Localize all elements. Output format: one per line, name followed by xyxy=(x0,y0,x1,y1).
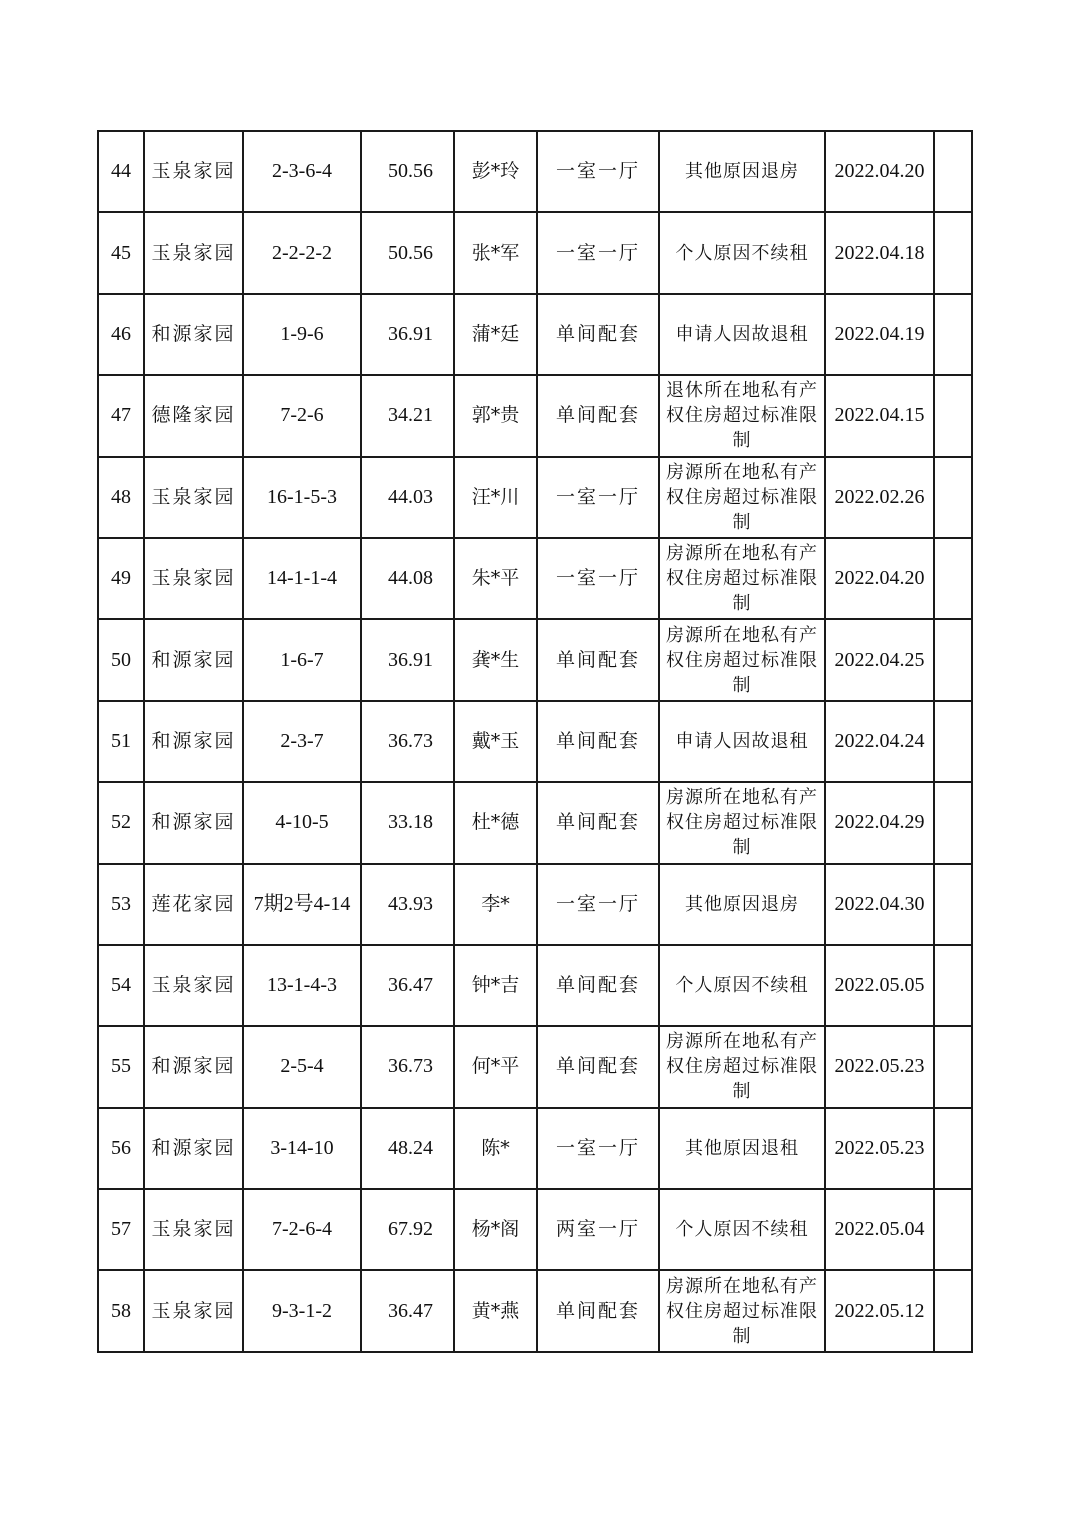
cell-unit: 7-2-6-4 xyxy=(243,1189,361,1270)
cell-estate: 玉泉家园 xyxy=(144,131,243,212)
cell-note xyxy=(934,212,972,293)
table-row xyxy=(98,375,972,456)
cell-area: 36.73 xyxy=(361,1026,454,1107)
cell-room-type: 单间配套 xyxy=(537,619,659,700)
cell-area: 50.56 xyxy=(361,212,454,293)
cell-estate: 玉泉家园 xyxy=(144,945,243,1026)
cell-index: 47 xyxy=(98,375,144,456)
cell-tenant-name: 蒲*廷 xyxy=(454,294,537,375)
cell-area: 33.18 xyxy=(361,782,454,863)
cell-tenant-name: 郭*贵 xyxy=(454,375,537,456)
cell-tenant-name: 李* xyxy=(454,864,537,945)
cell-unit: 2-3-7 xyxy=(243,701,361,782)
cell-area: 34.21 xyxy=(361,375,454,456)
cell-exit-reason: 个人原因不续租 xyxy=(659,945,825,1026)
cell-estate: 莲花家园 xyxy=(144,864,243,945)
cell-exit-reason: 房源所在地私有产权住房超过标准限制 xyxy=(659,1270,825,1351)
cell-note xyxy=(934,782,972,863)
cell-tenant-name: 龚*生 xyxy=(454,619,537,700)
cell-index: 58 xyxy=(98,1270,144,1351)
cell-exit-reason: 其他原因退房 xyxy=(659,131,825,212)
cell-index: 45 xyxy=(98,212,144,293)
cell-note xyxy=(934,457,972,538)
cell-estate: 玉泉家园 xyxy=(144,538,243,619)
cell-note xyxy=(934,1270,972,1351)
cell-room-type: 一室一厅 xyxy=(537,131,659,212)
cell-unit: 2-2-2-2 xyxy=(243,212,361,293)
cell-index: 46 xyxy=(98,294,144,375)
cell-estate: 和源家园 xyxy=(144,619,243,700)
cell-exit-reason: 其他原因退租 xyxy=(659,1108,825,1189)
cell-unit: 14-1-1-4 xyxy=(243,538,361,619)
cell-area: 36.47 xyxy=(361,1270,454,1351)
cell-index: 50 xyxy=(98,619,144,700)
table-row xyxy=(98,782,972,863)
table-row xyxy=(98,1108,972,1189)
cell-room-type: 单间配套 xyxy=(537,375,659,456)
cell-tenant-name: 汪*川 xyxy=(454,457,537,538)
cell-index: 53 xyxy=(98,864,144,945)
cell-exit-date: 2022.04.20 xyxy=(825,538,934,619)
table-row xyxy=(98,457,972,538)
cell-unit: 13-1-4-3 xyxy=(243,945,361,1026)
cell-estate: 玉泉家园 xyxy=(144,212,243,293)
table-row xyxy=(98,619,972,700)
cell-estate: 和源家园 xyxy=(144,701,243,782)
cell-exit-date: 2022.04.30 xyxy=(825,864,934,945)
cell-tenant-name: 何*平 xyxy=(454,1026,537,1107)
cell-estate: 玉泉家园 xyxy=(144,1270,243,1351)
housing-exit-table xyxy=(97,130,973,1353)
cell-index: 51 xyxy=(98,701,144,782)
cell-area: 67.92 xyxy=(361,1189,454,1270)
cell-estate: 和源家园 xyxy=(144,1026,243,1107)
cell-estate: 和源家园 xyxy=(144,294,243,375)
cell-index: 52 xyxy=(98,782,144,863)
cell-area: 36.91 xyxy=(361,619,454,700)
cell-exit-reason: 申请人因故退租 xyxy=(659,294,825,375)
cell-index: 49 xyxy=(98,538,144,619)
cell-note xyxy=(934,1189,972,1270)
cell-note xyxy=(934,538,972,619)
cell-note xyxy=(934,1108,972,1189)
cell-tenant-name: 杜*德 xyxy=(454,782,537,863)
cell-note xyxy=(934,131,972,212)
cell-index: 57 xyxy=(98,1189,144,1270)
cell-tenant-name: 张*军 xyxy=(454,212,537,293)
cell-estate: 和源家园 xyxy=(144,1108,243,1189)
cell-room-type: 两室一厅 xyxy=(537,1189,659,1270)
cell-exit-date: 2022.02.26 xyxy=(825,457,934,538)
cell-exit-reason: 房源所在地私有产权住房超过标准限制 xyxy=(659,619,825,700)
cell-exit-date: 2022.05.05 xyxy=(825,945,934,1026)
cell-room-type: 单间配套 xyxy=(537,945,659,1026)
cell-area: 36.47 xyxy=(361,945,454,1026)
table-row xyxy=(98,538,972,619)
cell-index: 56 xyxy=(98,1108,144,1189)
cell-unit: 2-3-6-4 xyxy=(243,131,361,212)
cell-exit-reason: 退休所在地私有产权住房超过标准限制 xyxy=(659,375,825,456)
cell-exit-reason: 个人原因不续租 xyxy=(659,1189,825,1270)
cell-exit-date: 2022.05.23 xyxy=(825,1026,934,1107)
cell-exit-reason: 个人原因不续租 xyxy=(659,212,825,293)
cell-note xyxy=(934,864,972,945)
cell-room-type: 一室一厅 xyxy=(537,1108,659,1189)
table-row xyxy=(98,945,972,1026)
cell-exit-reason: 房源所在地私有产权住房超过标准限制 xyxy=(659,1026,825,1107)
cell-exit-reason: 房源所在地私有产权住房超过标准限制 xyxy=(659,457,825,538)
cell-area: 43.93 xyxy=(361,864,454,945)
cell-room-type: 一室一厅 xyxy=(537,212,659,293)
cell-area: 36.91 xyxy=(361,294,454,375)
cell-room-type: 单间配套 xyxy=(537,1026,659,1107)
table-row xyxy=(98,1189,972,1270)
cell-estate: 玉泉家园 xyxy=(144,1189,243,1270)
cell-room-type: 一室一厅 xyxy=(537,538,659,619)
cell-room-type: 单间配套 xyxy=(537,294,659,375)
cell-tenant-name: 钟*吉 xyxy=(454,945,537,1026)
cell-exit-date: 2022.04.25 xyxy=(825,619,934,700)
cell-room-type: 单间配套 xyxy=(537,1270,659,1351)
cell-index: 55 xyxy=(98,1026,144,1107)
cell-room-type: 一室一厅 xyxy=(537,457,659,538)
cell-unit: 9-3-1-2 xyxy=(243,1270,361,1351)
cell-tenant-name: 杨*阁 xyxy=(454,1189,537,1270)
cell-exit-reason: 房源所在地私有产权住房超过标准限制 xyxy=(659,538,825,619)
cell-room-type: 单间配套 xyxy=(537,701,659,782)
cell-area: 48.24 xyxy=(361,1108,454,1189)
cell-tenant-name: 黄*燕 xyxy=(454,1270,537,1351)
table-body xyxy=(98,131,972,1352)
cell-estate: 德隆家园 xyxy=(144,375,243,456)
cell-note xyxy=(934,945,972,1026)
cell-index: 44 xyxy=(98,131,144,212)
cell-index: 48 xyxy=(98,457,144,538)
cell-unit: 3-14-10 xyxy=(243,1108,361,1189)
table-row xyxy=(98,212,972,293)
table-row xyxy=(98,701,972,782)
cell-tenant-name: 陈* xyxy=(454,1108,537,1189)
cell-exit-date: 2022.05.23 xyxy=(825,1108,934,1189)
cell-exit-reason: 其他原因退房 xyxy=(659,864,825,945)
cell-exit-date: 2022.04.18 xyxy=(825,212,934,293)
cell-exit-date: 2022.04.19 xyxy=(825,294,934,375)
cell-unit: 16-1-5-3 xyxy=(243,457,361,538)
cell-exit-date: 2022.04.15 xyxy=(825,375,934,456)
cell-estate: 玉泉家园 xyxy=(144,457,243,538)
cell-note xyxy=(934,294,972,375)
table-row xyxy=(98,131,972,212)
cell-tenant-name: 朱*平 xyxy=(454,538,537,619)
cell-area: 36.73 xyxy=(361,701,454,782)
cell-note xyxy=(934,619,972,700)
cell-note xyxy=(934,701,972,782)
cell-unit: 1-6-7 xyxy=(243,619,361,700)
cell-unit: 2-5-4 xyxy=(243,1026,361,1107)
cell-unit: 7-2-6 xyxy=(243,375,361,456)
cell-index: 54 xyxy=(98,945,144,1026)
cell-exit-date: 2022.04.24 xyxy=(825,701,934,782)
cell-note xyxy=(934,1026,972,1107)
cell-exit-reason: 申请人因故退租 xyxy=(659,701,825,782)
cell-room-type: 一室一厅 xyxy=(537,864,659,945)
cell-tenant-name: 彭*玲 xyxy=(454,131,537,212)
cell-area: 50.56 xyxy=(361,131,454,212)
cell-exit-date: 2022.04.20 xyxy=(825,131,934,212)
cell-unit: 4-10-5 xyxy=(243,782,361,863)
cell-estate: 和源家园 xyxy=(144,782,243,863)
cell-exit-date: 2022.05.12 xyxy=(825,1270,934,1351)
table-row xyxy=(98,864,972,945)
cell-exit-reason: 房源所在地私有产权住房超过标准限制 xyxy=(659,782,825,863)
table-row xyxy=(98,1270,972,1351)
cell-unit: 7期2号4-14 xyxy=(243,864,361,945)
cell-note xyxy=(934,375,972,456)
table-row xyxy=(98,294,972,375)
cell-unit: 1-9-6 xyxy=(243,294,361,375)
cell-exit-date: 2022.05.04 xyxy=(825,1189,934,1270)
cell-tenant-name: 戴*玉 xyxy=(454,701,537,782)
cell-area: 44.03 xyxy=(361,457,454,538)
cell-area: 44.08 xyxy=(361,538,454,619)
table-row xyxy=(98,1026,972,1107)
cell-exit-date: 2022.04.29 xyxy=(825,782,934,863)
cell-room-type: 单间配套 xyxy=(537,782,659,863)
